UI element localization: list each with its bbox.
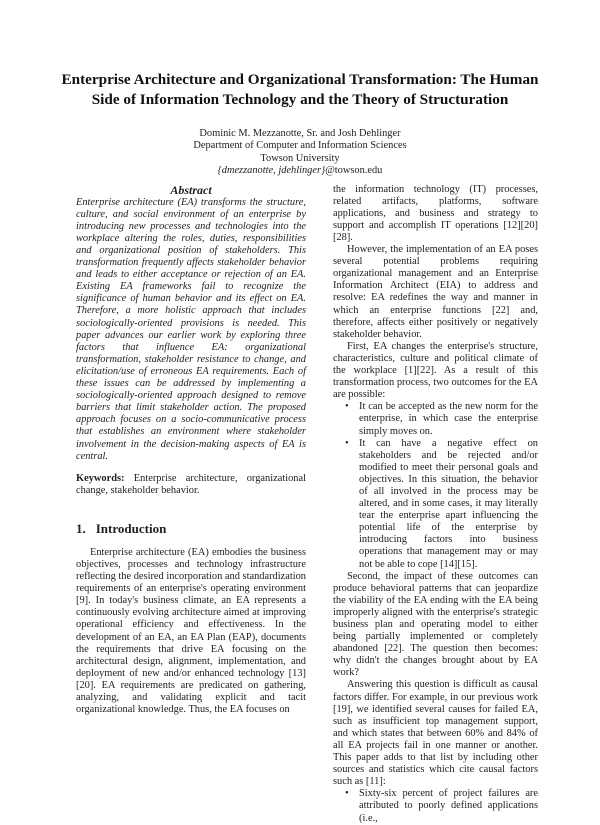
title-line: Enterprise Architecture and Organizational Transformation: The Human: [61, 71, 539, 88]
paragraph: However, the implementation of an EA poses several potential problems requiring organizational management and an Enterprise Information Architect (EIA) to address and resolve: EA redefines the way and manner in which an enterprise functions [22] and, therefore, affects either positively or negatively stakeholder behavior.: [333, 244, 538, 340]
list-item: • It can have a negative effect on stakeholders and be rejected and/or modified to meet their personal goals and objectives. In this situation, the behavior of all involved in the process may be altered, and in some cases, it may literally tear the enterprise apart influencing the potential life of the enterprise by introducing factors into business operations that management may or may not be able to cope [14][15].: [359, 438, 538, 571]
keywords-label: Keywords:: [76, 472, 125, 484]
left-column: [76, 184, 306, 717]
author-block: [90, 128, 510, 178]
university: Towson University: [260, 152, 340, 164]
intro-paragraph: Enterprise architecture (EA) embodies the business objectives, processes and technology infrastructure reflecting the desired incorporation and standardization requirements of an enterprise's operating environment [9]. In today's business climate, an EA represents a continuously evolving architecture aimed at improving operational efficiency and effectiveness. In the development of an EA, an EA Plan (EAP), documents the requirements that drive EA focusing on the architectural design, alignment, implementation, and deployment of new and/or enhanced technology [13][20]. EA requirements are predicated on gathering, analyzing, and validating explicit and tacit organizational knowledge. Thus, the EA focuses on: [76, 546, 306, 716]
bullet-list: [333, 788, 538, 824]
section-heading-introduction: [76, 521, 306, 537]
email: [90, 165, 510, 177]
section-title: Introduction: [95, 520, 167, 536]
paragraph: First, EA changes the enterprise's structure, characteristics, culture and political climate of the workplace [1][22]. As a result of this transformation process, two outcomes for the EA are possible:: [333, 340, 538, 401]
abstract-heading: Abstract: [170, 182, 212, 197]
paragraph: the information technology (IT) processes, related artifacts, platforms, software applications, and business and strategy to support and accomplish IT operations [12][20][28].: [333, 183, 538, 243]
author-names: Dominic M. Mezzanotte, Sr. and Josh Dehlinger: [199, 128, 401, 139]
paper-title: [20, 70, 580, 110]
bullet-list: [333, 401, 538, 570]
email-domain: @towson.edu: [325, 165, 383, 177]
right-column: [333, 184, 538, 825]
email-users: {dmezzanotte, jdehlinger}: [217, 165, 326, 177]
paragraph: Answering this question is difficult as causal factors differ. For example, in our previous work [19], we identified several causes for failed EA, such as insufficient top management support, and which states that between 60% and 84% of all EA projects fail in one manner or another. This paper adds to that list by including other sources and statistics which cite causal factors such as [11]:: [333, 679, 538, 788]
list-item: • It can be accepted as the new norm for the enterprise, in which case the enterprise simply moves on.: [359, 401, 538, 437]
list-item: • Sixty-six percent of project failures are attributed to poorly defined applications (i.e.,: [359, 788, 538, 824]
two-column-body: [0, 184, 600, 825]
department: Department of Computer and Information Sciences: [193, 140, 407, 152]
section-number: 1.: [76, 520, 86, 536]
keywords-text: Enterprise architecture, organizational change, stakeholder behavior.: [76, 472, 306, 496]
abstract-text: Enterprise architecture (EA) transforms the structure, culture, and social environment of an enterprise by introducing new processes and technologies into the workplace altering the roles, duties, responsibilities and organizational position of stakeholders. This transformation frequently affects stakeholder behavior and leads to either acceptance or rejection of an EA. Existing EA frameworks fail to recognize the significance of human behavior and its effect on EA. Therefore, a more holistic approach that includes sociologically-oriented provisions is needed. This paper advances our earlier work by exploring three factors that influence EA: organizational transformation, stakeholder resistance to change, and elicitation/use of erroneous EA requirements. Each of these issues can be addressed by implementing a sociologically-oriented approach designed to remove barriers that limit stakeholder action. The proposed approach focuses on a socio-communicative process that establishes an environment where stakeholder involvement in the decision-making aspects of EA is central.: [76, 196, 306, 462]
keywords: [76, 473, 306, 497]
title-line: Side of Information Technology and the Theory of Structuration: [91, 91, 509, 108]
paragraph: Second, the impact of these outcomes can produce behavioral patterns that can jeopardize the viability of the EA ending with the EA being improperly aligned with the enterprise's strategic business plan and operating model to either being partially implemented or completely abandoned [22]. The question then becomes: why didn't the changes brought about by EA work?: [333, 570, 538, 679]
